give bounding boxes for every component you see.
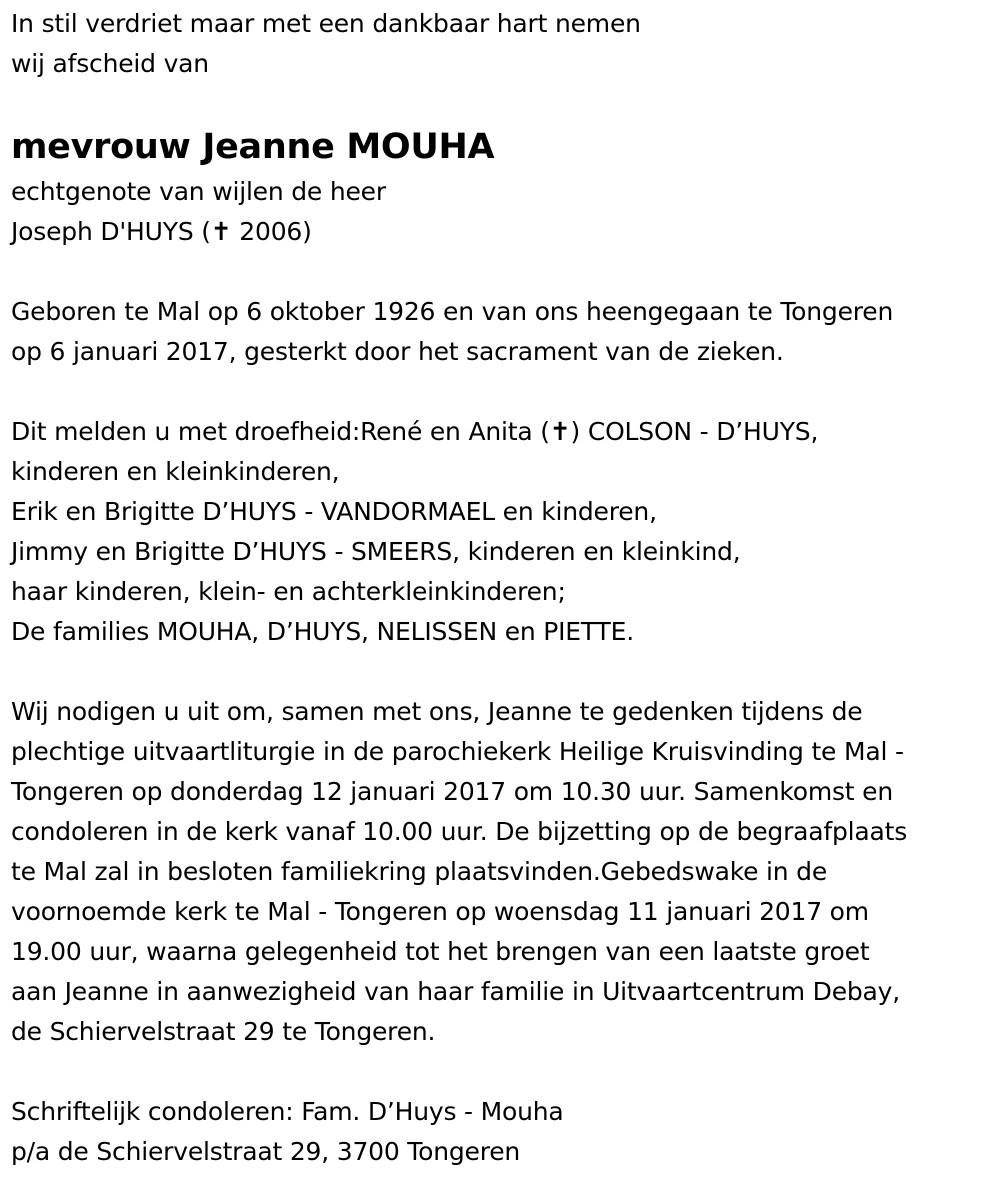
spouse-section bbox=[11, 172, 991, 252]
intro-section bbox=[11, 4, 991, 84]
family-line: Erik en Brigitte D’HUYS - VANDORMAEL en kinderen, bbox=[11, 497, 657, 526]
spouse-line-2: Joseph D'HUYS (✝ 2006) bbox=[11, 217, 312, 246]
ceremony-line: Tongeren op donderdag 12 januari 2017 om 10.30 uur. Samenkomst en bbox=[11, 777, 893, 806]
spacer bbox=[11, 1052, 991, 1092]
family-line: Dit melden u met droefheid:René en Anita (✝) COLSON - D’HUYS, bbox=[11, 417, 819, 446]
condolences-section bbox=[11, 1092, 991, 1172]
family-section bbox=[11, 412, 991, 652]
ceremony-line: Wij nodigen u uit om, samen met ons, Jeanne te gedenken tijdens de bbox=[11, 697, 863, 726]
obituary-notice bbox=[11, 4, 991, 1172]
ceremony-line: de Schiervelstraat 29 te Tongeren. bbox=[11, 1017, 436, 1046]
spacer bbox=[11, 652, 991, 692]
ceremony-line: 19.00 uur, waarna gelegenheid tot het brengen van een laatste groet bbox=[11, 937, 870, 966]
family-line: kinderen en kleinkinderen, bbox=[11, 457, 340, 486]
family-line: Jimmy en Brigitte D’HUYS - SMEERS, kinderen en kleinkind, bbox=[11, 537, 741, 566]
birth-death-section bbox=[11, 292, 991, 372]
family-line: De families MOUHA, D’HUYS, NELISSEN en PIETTE. bbox=[11, 617, 634, 646]
condolences-line-2: p/a de Schiervelstraat 29, 3700 Tongeren bbox=[11, 1137, 521, 1166]
condolences-line-1: Schriftelijk condoleren: Fam. D’Huys - Mouha bbox=[11, 1097, 564, 1126]
spouse-line-1: echtgenote van wijlen de heer bbox=[11, 177, 386, 206]
intro-line-2: wij afscheid van bbox=[11, 49, 209, 78]
ceremony-section bbox=[11, 692, 991, 1052]
intro-line-1: In stil verdriet maar met een dankbaar hart nemen bbox=[11, 9, 641, 38]
family-line: haar kinderen, klein- en achterkleinkinderen; bbox=[11, 577, 566, 606]
ceremony-line: aan Jeanne in aanwezigheid van haar familie in Uitvaartcentrum Debay, bbox=[11, 977, 901, 1006]
spacer bbox=[11, 252, 991, 292]
ceremony-line: plechtige uitvaartliturgie in de parochiekerk Heilige Kruisvinding te Mal - bbox=[11, 737, 904, 766]
ceremony-line: condoleren in de kerk vanaf 10.00 uur. De bijzetting op de begraafplaats bbox=[11, 817, 908, 846]
ceremony-line: te Mal zal in besloten familiekring plaatsvinden.Gebedswake in de bbox=[11, 857, 828, 886]
spacer bbox=[11, 372, 991, 412]
ceremony-line: voornoemde kerk te Mal - Tongeren op woensdag 11 januari 2017 om bbox=[11, 897, 869, 926]
birth-death-line-1: Geboren te Mal op 6 oktober 1926 en van ons heengegaan te Tongeren bbox=[11, 297, 894, 326]
birth-death-line-2: op 6 januari 2017, gesterkt door het sacrament van de zieken. bbox=[11, 337, 784, 366]
deceased-name: mevrouw Jeanne MOUHA bbox=[11, 127, 495, 167]
